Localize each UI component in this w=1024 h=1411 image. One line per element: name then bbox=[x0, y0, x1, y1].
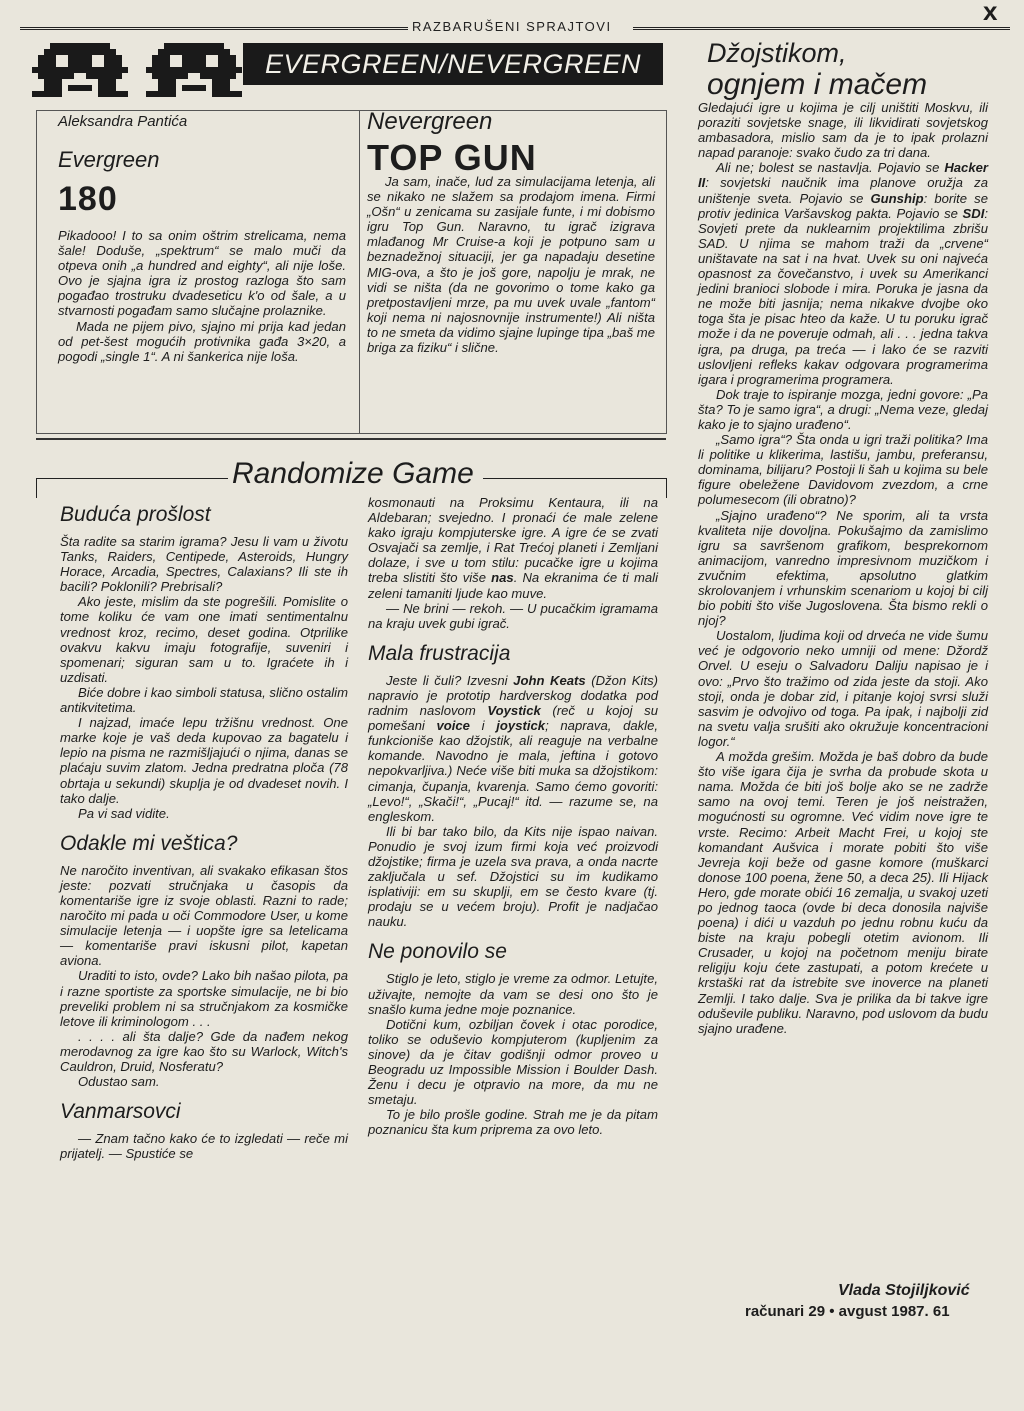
paragraph: To je bilo prošle godine. Strah me je da pitam poznanicu šta kum priprema za ovo leto. bbox=[368, 1107, 658, 1138]
paragraph: . . . . ali šta dalje? Gde da nađem nekog merodavnog za igre kao što su Warlock, Witch's Cauldron, Druid, Nosferatu? bbox=[60, 1028, 348, 1074]
subheading: Mala frustracija bbox=[368, 641, 511, 665]
paragraph: Dotični kum, ozbiljan čovek i otac porodice, toliko se oduševio kompjuterom (kupljenim za sinove) da je čitav godišnji odmor proveo u Beogradu uz Impossible Mission i Boulder Dash. Ženu i decu je otpravio na more, da mu ne smetaju. bbox=[368, 1016, 658, 1108]
paragraph: Uraditi to isto, ovde? Lako bih našao pilota, pa i razne sportiste za sportske simulacije, ne bi bio preveliki problem ni sa stručnjakom za kosmičke letove ili kriminologom . . . bbox=[60, 968, 348, 1029]
monster-sprite-icon bbox=[146, 42, 242, 104]
nevergreen-kicker: Nevergreen bbox=[367, 108, 493, 135]
paragraph: Pikadooo! I to sa onim oštrim strelicama, nema šale! Doduše, „spektrum“ se malo muči da otpeva onih „a hundred and eighty“, ali nije loše. Ovo je sjajna igra iz prostog razloga što sam pogađao trostruku dvadeseticu k'o od šale, a u stvarnosti pogađam samo slučajne prolaznike. bbox=[58, 228, 346, 319]
signature: Vlada Stojiljković bbox=[838, 1282, 970, 1299]
subheading: Buduća prošlost bbox=[60, 503, 211, 526]
section-label: RAZBARUŠENI SPRAJTOVI bbox=[412, 19, 612, 34]
evergreen-text bbox=[58, 228, 346, 364]
paragraph: Uostalom, ljudima koji od drveća ne vide šumu već je odgovorio neko umniji od mene: Džordž Orvel. U eseju o Salvadoru Daliju napisao je i ovo: „Prvo što tražimo od zida jeste da stoji. Ako stoji, onda je dobar zid, i pitanje kojoj svrsi služi sasvim je odvojivo od toga. Pa ipak, i najbolji zid na svetu valja srušiti ako okružuje koncentracioni logor.“ bbox=[698, 628, 988, 749]
paragraph: Ja sam, inače, lud za simulacijama letenja, ali se nikako ne slažem sa prodajom imena. Firmi „Ošn“ u zenicama su zasijale funte, i mi dobismo igru Top Gun. Naravno, tu igrač izigrava mlađanog Mr Cruise-a koji je potpuno sam u beznadežnoj situaciji, jer ga napadaju desetine MIG-ova, a što je još gore, napolju je mrak, ne vidi se ništa (da ne govorimo o tome kako ga pretpostavljeni mrze, pa mu uvek uvale „fantom“ koji nema ni najosnovnije instrumente!) Ali ništa to ne smeta da vidimo sjajne lupinge tipa „baš me briga za fiziku“ i slične. bbox=[367, 174, 655, 356]
nevergreen-title: TOP GUN bbox=[367, 137, 537, 178]
paragraph: Ne naročito inventivan, ali svakako efikasan štos jeste: pozvati stručnjaka u časopis da komentariše igre iz svoje oblasti. Razni to rade; naročito mi pada u oči Commodore User, u kome simulacije letenja — i uopšte igre sa letelicama — komentariše pravi iskusni pilot, kapetan aviona. bbox=[60, 862, 348, 969]
header-rule-right bbox=[633, 27, 1010, 30]
paragraph: „Samo igra“? Šta onda u igri traži politika? Ima li politike u klikerima, lastišu, jambu, preferansu, dominama, bilijaru? Postoji li šah u kojima su bele figure obeležene Davidovom zvezdom, a crne polumesecom (ili obratno)? bbox=[698, 432, 988, 508]
divider bbox=[36, 438, 666, 440]
banner-title: EVERGREEN/NEVERGREEN bbox=[243, 43, 663, 85]
randomize-rule-right bbox=[483, 478, 666, 479]
header-rule-left bbox=[20, 27, 408, 30]
subheading: Odakle mi veštica? bbox=[60, 831, 238, 855]
right-title-line1: Džojstikom, bbox=[707, 38, 847, 68]
paragraph: Jeste li čuli? Izvesni John Keats (Džon Kits) napravio je prototip hardverskog dodatka pod radnim naslovom Voystick (reč u kojoj su pomešani voice i joystick; naprava, dakle, funkcioniše kao džojstik, ali reaguje na verbalne komande. Navodno je mala, jeftina i gotovo nepokvarljiva.) Neće više biti muka sa džojstikom: cimanja, čupanja, kvarenja. Samo ćemo govoriti: „Levo!“, „Skači!“, „Pucaj!“ itd. — razume se, na engleskom. bbox=[368, 672, 659, 824]
paragraph: Gledajući igre u kojima je cilj uništiti Moskvu, ili poraziti sovjetske snage, ili likvidirati sovjetskog ambasadora, mislio sam da je to ipak prolazni napad paranoje: svako čudo za tri dana. bbox=[698, 100, 988, 161]
right-text bbox=[698, 100, 988, 1036]
paragraph: A možda grešim. Možda je baš dobro da bude što više igara čija je svrha da probude skota u nama. Možda će biti još bolje ako se ne zadrže samo na ovoj temi. Teren je još neistražen, mogućnosti su ogromne. Već vidim nove igre te vrste. Recimo: Arbeit Macht Frei, u kojoj ste komandant Aušvica i morate pobiti što više Jevreja koji beže od gasne komore (muškarci donose 100 poena, žene 50, a deca 25). Ili Hijack Hero, gde morate obići 16 zemalja, u svakoj uzeti po jednog taoca (ovde bi deca donosila najviše poena) i dići u vazduh po jednu robnu kuću da biste na kraju pobegli otetim avionom. Ili Crusader, u kojoj na početnom meniju birate religiju koju ćete zastupati, a potom krećete u krstaški rat da istrebite sve inoverce na planeti Zemlji. I tako dalje. Sva je prilika da bi takve igre oduševile publiku. Naravno, pod uslovom da budu sjajno urađene. bbox=[698, 749, 988, 1036]
paragraph: Ali ne; bolest se nastavlja. Pojavio se Hacker II: sovjetski naučnik ima planove oružja za uništenje sveta. Pojavio se Gunship: borite se protiv jedinica Varšavskog pakta. Pojavio se SDI: Sovjeti prete da nuklearnim projektilima zbrišu SAD. U njima se mahom traži da „crvene“ uništavate na sat i na hvat. Uvek su oni najveća opasnost za čovečanstvo, i uvek su Amerikanci jedini branioci slobode i mira. Poruka je jasna da ne može biti jasnija; nema nikakve dvojbe oko toga šta je pisac hteo da kaže. U tu poruku igrač može i da ne poveruje odmah, ali . . . jedna takva igra, pa druga, pa treća — i lako će se razviti uslovljeni refleks kakav odgovara programerima igara i programerima programera. bbox=[698, 160, 988, 387]
randomize-left-border bbox=[36, 478, 37, 498]
paragraph: Mada ne pijem pivo, sjajno mi prija kad jedan od pet-šest mogućih protivnika gađa 3×20, a pogodi „single 1“. A ni šankerica nije loša. bbox=[58, 318, 346, 364]
right-title-line2: ognjem i mačem bbox=[707, 68, 928, 101]
paragraph: — Ne brini — rekoh. — U pucačkim igramama na kraju uvek gubi igrač. bbox=[368, 600, 658, 631]
paragraph: Šta radite sa starim igrama? Jesu li vam u životu Tanks, Raiders, Centipede, Asteroids, Hungry Horace, Arcadia, Spectres, Calaxians? Ili ste ih bacili? Poklonili? Prebrisali? bbox=[60, 534, 348, 595]
evergreen-author: Aleksandra Pantića bbox=[58, 113, 188, 130]
subheading: Vanmarsovci bbox=[60, 1100, 181, 1124]
paragraph: Dok traje to ispiranje mozga, jedni govore: „Pa šta? To je samo igra“, a drugi: „Nema veze, gledaj kako je to sjajno urađeno“. bbox=[698, 386, 988, 432]
paragraph: kosmonauti na Proksimu Kentaura, ili na Aldebaran; svejedno. I pronaći će male zelene kako igraju kompjuterske igre. A igre će se zvati Osvajači sa zemlje, i Rat Trećoj planeti i Zemljani dolaze, i sve u tom stilu: pucačke igre u kojima treba slistiti što više nas. Na ekranima će ti mali zeleni tamaniti ljude kao muve. bbox=[368, 495, 658, 601]
paragraph: Stiglo je leto, stiglo je vreme za odmor. Letujte, uživajte, nemojte da vam se desi ono što je snašlo kuma jedne moje poznanice. bbox=[368, 971, 658, 1017]
randomize-heading: Randomize Game bbox=[232, 457, 474, 490]
randomize-col2 bbox=[368, 495, 658, 1137]
paragraph: — Znam tačno kako će to izgledati — reče mi prijatelj. — Spustiće se bbox=[60, 1131, 348, 1162]
nevergreen-text bbox=[367, 174, 655, 355]
paragraph: Odustao sam. bbox=[78, 1074, 160, 1090]
paragraph: I najzad, imaće lepu tržišnu vrednost. One marke koje je vaš deda kupovao za bagatelu i lepio na pisma ne razmišljajući o njima, danas se plaćaju suvim zlatom. Jedna predratna ploča (78 obrtaja u sekundi) skuplja je od dvadeset novih. I tako dalje. bbox=[60, 715, 348, 806]
corner-mark: х bbox=[983, 0, 998, 26]
paragraph: Pa vi sad vidite. bbox=[78, 805, 170, 821]
paragraph: „Sjajno urađeno“? Ne sporim, ali ta vrsta kvaliteta nije dovoljna. Pokušajmo da zamislimo igru sa savršenom grafikom, besprekornom animacijom, vanredno impresivnom muzičkom i zvučnim efektima, apsolutno glatkim skrolovanjem i vrhunskim scenariom u kojoj bi cilj bio pobiti što više Jugoslovena. Šta bismo rekli o njoj? bbox=[698, 507, 988, 629]
evergreen-kicker: Evergreen bbox=[58, 147, 160, 172]
paragraph: Biće dobre i kao simboli statusa, slično ostalim antikvitetima. bbox=[60, 684, 348, 716]
monster-sprite-icon bbox=[32, 42, 128, 104]
randomize-rule-left bbox=[36, 478, 228, 479]
subheading: Ne ponovilo se bbox=[368, 940, 507, 964]
evergreen-title: 180 bbox=[58, 180, 118, 218]
paragraph: Ako jeste, mislim da ste pogrešili. Pomislite o tome koliku će vam one imati sentimentalnu vrednost kroz, recimo, deset godina. Otprilike ovakvu kakvu imaju fotografije, suveniri i spomenari; siguran sam u to. Igraćete ih i uzdisati. bbox=[60, 594, 348, 685]
paragraph: Ili bi bar tako bilo, da Kits nije ispao naivan. Ponudio je svoj izum firmi koja već proizvodi džojstike; firma je uzela sva prava, a onda nacrte zaključala u sef. Džojstici su im kudikamo isplativiji: em su skuplji, em se često kvare (tj. prodaju se u većem broju). Profit je nadjačao nauku. bbox=[368, 823, 658, 930]
randomize-col1 bbox=[60, 492, 348, 1161]
randomize-right-border bbox=[666, 478, 667, 498]
page-footer: računari 29 • avgust 1987. 61 bbox=[745, 1303, 950, 1320]
